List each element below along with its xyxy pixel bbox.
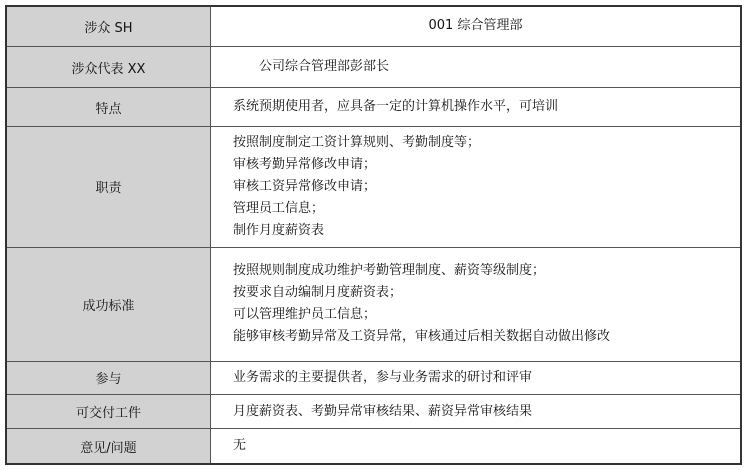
success-criteria-line: 可以管理维护员工信息；: [233, 307, 377, 323]
value-representative: 公司综合管理部彭部长: [211, 46, 742, 87]
table-row-success-criteria: [6, 247, 741, 361]
value-stakeholder: 001 综合管理部: [211, 6, 742, 46]
responsibility-line: 管理员工信息；: [233, 200, 325, 216]
label-participation: 参与: [6, 361, 211, 394]
table-row-comments: [6, 429, 741, 464]
label-representative: 涉众代表 XX: [6, 46, 211, 87]
success-criteria-line: 按要求自动编制月度薪资表；: [233, 285, 403, 301]
responsibility-line: 制作月度薪资表: [233, 222, 325, 238]
value-comments: 无: [211, 429, 742, 464]
value-deliverables: 月度薪资表、考勤异常审核结果、薪资异常审核结果: [211, 395, 742, 429]
label-stakeholder: 涉众 SH: [6, 6, 211, 46]
label-responsibilities: 职责: [6, 126, 211, 247]
stakeholder-table-container: [5, 5, 742, 465]
label-deliverables: 可交付工件: [6, 395, 211, 429]
label-comments: 意见/问题: [6, 429, 211, 464]
value-characteristics: 系统预期使用者，应具备一定的计算机操作水平，可培训: [211, 88, 742, 126]
table-row-stakeholder: [6, 6, 741, 46]
label-characteristics: 特点: [6, 88, 211, 126]
value-responsibilities: [211, 126, 742, 247]
responsibility-line: 审核考勤异常修改申请；: [233, 156, 377, 172]
value-participation: 业务需求的主要提供者，参与业务需求的研讨和评审: [211, 361, 742, 394]
value-success-criteria: [211, 247, 742, 361]
success-criteria-line: 能够审核考勤异常及工资异常，审核通过后相关数据自动做出修改: [233, 329, 611, 345]
table-row-deliverables: [6, 395, 741, 429]
table-row-participation: [6, 361, 741, 394]
table-row-responsibilities: [6, 126, 741, 247]
stakeholder-table: [5, 5, 742, 465]
label-success-criteria: 成功标准: [6, 247, 211, 361]
responsibility-line: 审核工资异常修改申请；: [233, 178, 377, 194]
table-row-representative: [6, 46, 741, 87]
responsibility-line: 按照制度制定工资计算规则、考勤制度等；: [233, 134, 481, 150]
success-criteria-line: 按照规则制度成功维护考勤管理制度、薪资等级制度；: [233, 263, 546, 279]
table-row-characteristics: [6, 88, 741, 126]
